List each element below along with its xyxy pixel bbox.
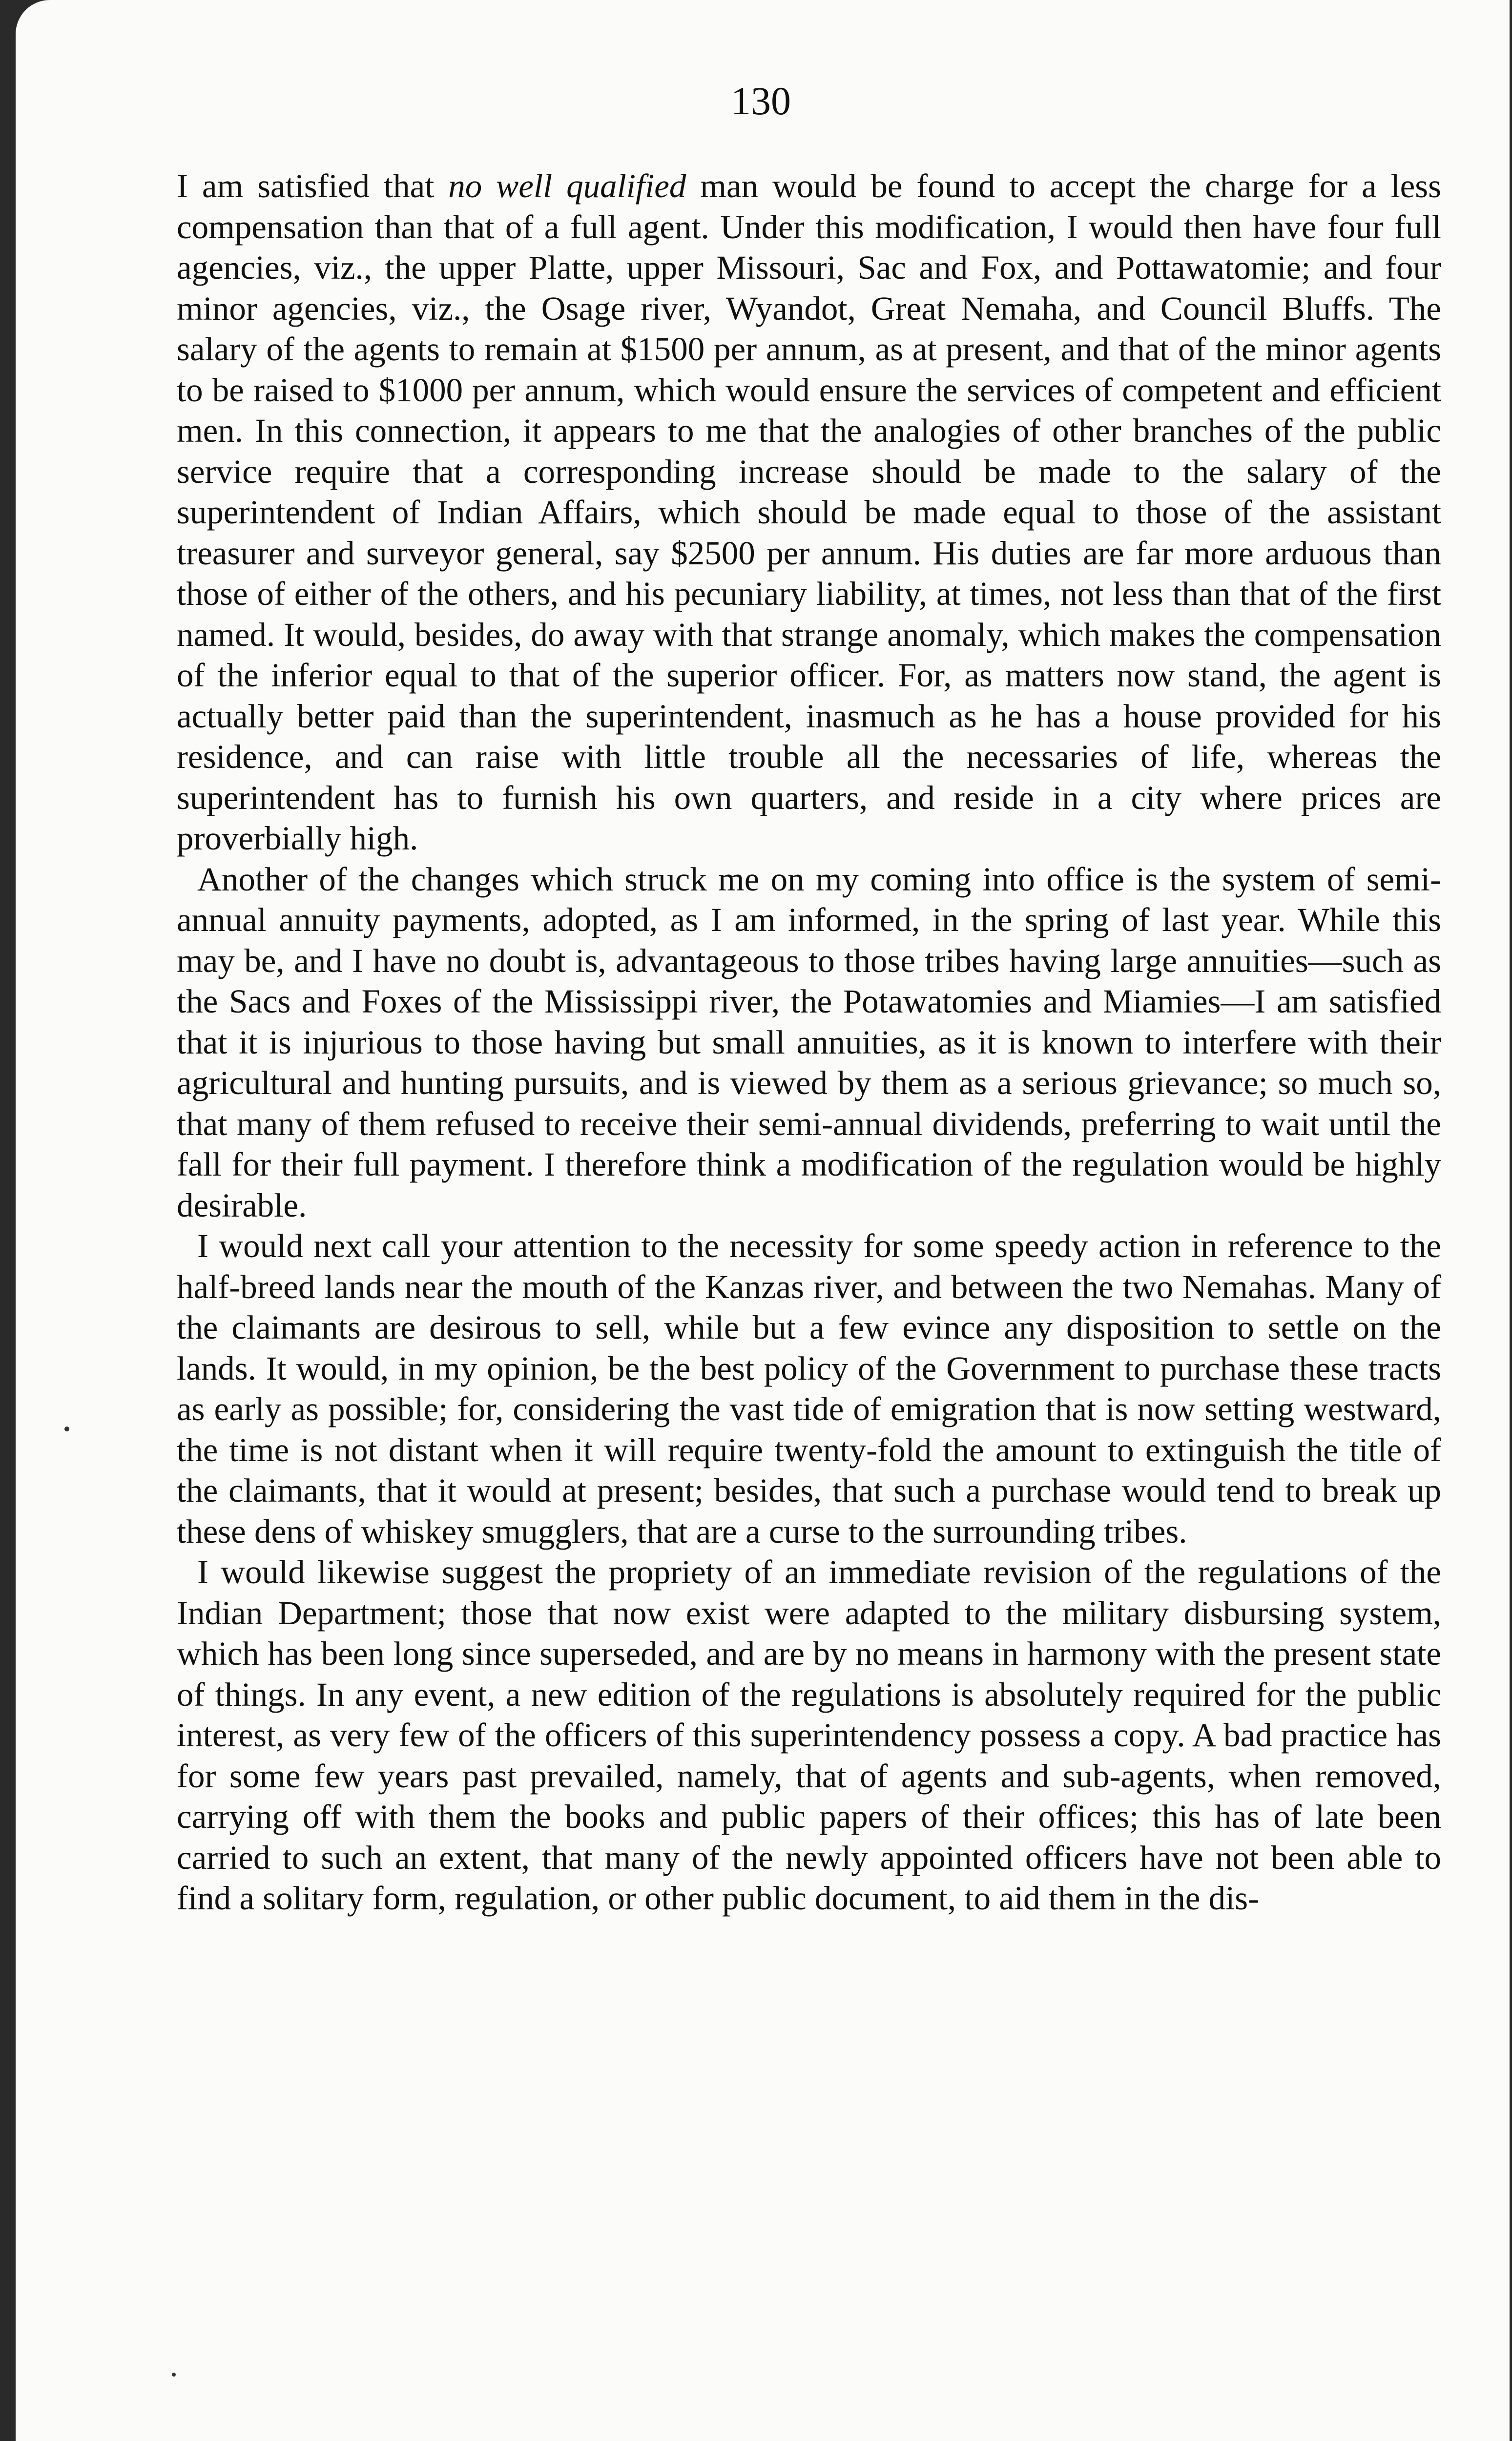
paragraph-half-breed-lands: I would next call your attention to the necessity for some speedy action in reference to the half-breed lands near the mouth of the Kanzas river, and between the two Nemahas. Many of the claimants are desirous to sell, while but a few evince any disposition to settle on the lands. It would, in my opinion, be the best policy of the Government to purchase these tracts as early as possible; for, considering the vast tide of emigration that is now setting westward, the time is not distant when it will require twenty-fold the amount to extinguish the title of the claimants, that it would at present; besides, that such a purchase would tend to break up these dens of whiskey smugglers, that are a curse to the surrounding tribes. — [177, 1227, 1441, 1550]
ink-speck — [64, 1427, 69, 1431]
document-page — [16, 0, 1510, 2441]
paragraph-compensation: I am satisfied that no well qualified man would be found to accept the charge for a less compensation than that of a full agent. Under this modification, I would then have four full agencies, viz., the upper Platte, upper Missouri, Sac and Fox, and Pottawatomie; and four minor agencies, viz., the Osage river, Wyandot, Great Nemaha, and Council Bluffs. The salary of the agents to remain at $1500 per annum, as at present, and that of the minor agents to be raised to $1000 per annum, which would ensure the services of competent and efficient men. In this connection, it appears to me that the analogies of other branches of the public service require that a corresponding increase should be made to the salary of the superintendent of Indian Affairs, which should be made equal to those of the assistant treasurer and surveyor general, say $2500 per annum. His duties are far more arduous than those of either of the others, and his pecuniary liability, at times, not less than that of the first named. It would, besides, do away with that strange anomaly, which makes the compensation of the inferior equal to that of the superior officer. For, as matters now stand, the agent is actually better paid than the superintendent, inasmuch as he has a house provided for his residence, and can raise with little trouble all the necessaries of life, whereas the superintendent has to furnish his own quarters, and reside in a city where prices are proverbially high. — [177, 167, 1441, 857]
body-text — [177, 166, 1441, 1919]
page-number: 130 — [731, 79, 791, 123]
paragraph-regulations: I would likewise suggest the propriety of an immediate revision of the regulations of the Indian Department; those that now exist were adapted to the military disbursing system, which has been long since superseded, and are by no means in harmony with the present state of things. In any event, a new edition of the regulations is absolutely required for the public interest, as very few of the officers of this superintendency possess a copy. A bad practice has for some few years past prevailed, namely, that of agents and sub-agents, when removed, carrying off with them the books and public papers of their offices; this has of late been carried to such an extent, that many of the newly appointed officers have not been able to find a solitary form, regulation, or other public document, to aid them in the dis- — [177, 1553, 1441, 1917]
paragraph-annuity-payments: Another of the changes which struck me on my coming into office is the system of semi-annual annuity payments, adopted, as I am informed, in the spring of last year. While this may be, and I have no doubt is, advantageous to those tribes having large annuities—such as the Sacs and Foxes of the Mississippi river, the Potawatomies and Miamies—I am satisfied that it is injurious to those having but small annuities, as it is known to interfere with their agricultural and hunting pursuits, and is viewed by them as a serious grievance; so much so, that many of them refused to receive their semi-annual dividends, preferring to wait until the fall for their full payment. I therefore think a modification of the regulation would be highly desirable. — [177, 860, 1441, 1224]
ink-speck — [172, 2373, 176, 2377]
emphasis-text: no well qualified — [448, 167, 686, 205]
